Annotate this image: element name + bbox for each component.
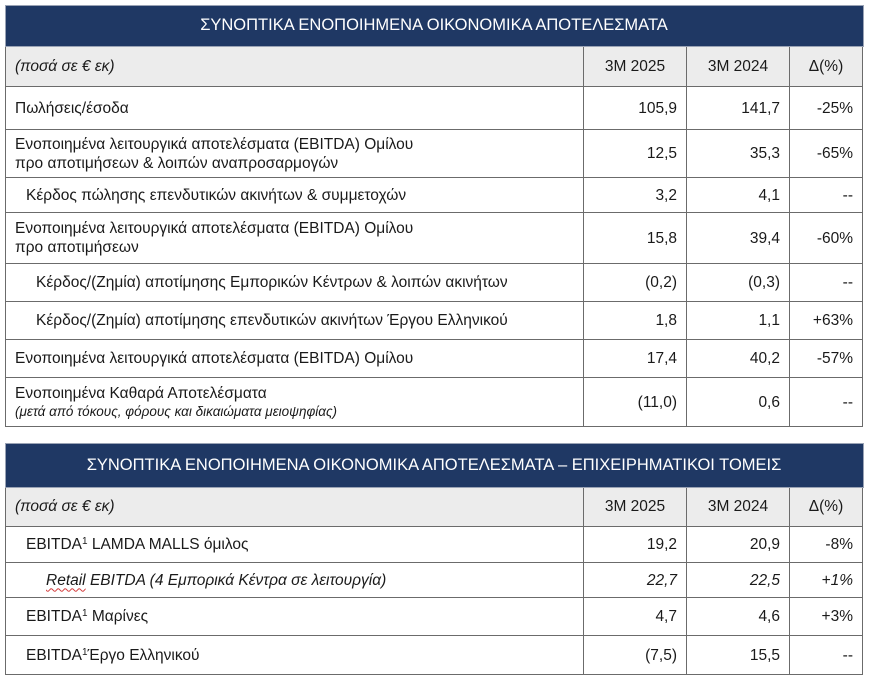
value-2025: 12,5 xyxy=(584,130,687,178)
table-row xyxy=(6,527,863,563)
row-label-line2: (μετά από τόκους, φόρους και δικαιώματα μειοψηφίας) xyxy=(15,404,338,419)
row-label-line2: προ αποτιμήσεων xyxy=(15,239,139,256)
value-2025: 19,2 xyxy=(584,527,687,563)
value-2025: (7,5) xyxy=(584,636,687,675)
row-label-text: Μαρίνες xyxy=(87,608,149,625)
table-row xyxy=(6,636,863,675)
value-2024: 35,3 xyxy=(687,130,790,178)
row-label xyxy=(6,527,584,563)
table-row xyxy=(6,213,863,264)
value-delta: -- xyxy=(790,178,863,213)
value-delta: -57% xyxy=(790,340,863,378)
col-delta: Δ(%) xyxy=(790,487,863,527)
value-2025: 4,7 xyxy=(584,598,687,636)
value-2025: 105,9 xyxy=(584,87,687,130)
col-3m-2024: 3M 2024 xyxy=(687,46,790,87)
table-title: ΣΥΝΟΠΤΙΚΑ ΕΝΟΠΟΙΗΜΕΝΑ ΟΙΚΟΝΟΜΙΚΑ ΑΠΟΤΕΛΕΣΜΑΤΑ – ΕΠΙΧΕΙΡΗΜΑΤΙΚΟΙ ΤΟΜΕΙΣ xyxy=(6,444,863,487)
table-row xyxy=(6,340,863,378)
value-2025: 3,2 xyxy=(584,178,687,213)
value-delta: -65% xyxy=(790,130,863,178)
row-label-text: Έργο Ελληνικού xyxy=(87,646,200,664)
col-3m-2025: 3M 2025 xyxy=(584,46,687,87)
units-label: (ποσά σε € εκ) xyxy=(6,487,584,527)
row-label: Κέρδος/(Ζημία) αποτίμησης Εμπορικών Κέντρων & λοιπών ακινήτων xyxy=(6,264,584,302)
table-row xyxy=(6,563,863,598)
row-label-line2: προ αποτιμήσεων & λοιπών αναπροσαρμογών xyxy=(15,154,339,172)
value-2024: 141,7 xyxy=(687,87,790,130)
value-2024: 15,5 xyxy=(687,636,790,675)
row-label xyxy=(6,130,584,178)
value-delta: -60% xyxy=(790,213,863,264)
value-2024: 22,5 xyxy=(687,563,790,598)
value-2024: 40,2 xyxy=(687,340,790,378)
value-2024: 0,6 xyxy=(687,378,790,427)
row-label-line1: Ενοποιημένα Καθαρά Αποτελέσματα xyxy=(15,385,267,402)
value-2025: (0,2) xyxy=(584,264,687,302)
table-row xyxy=(6,598,863,636)
row-label-line1: Ενοποιημένα λειτουργικά αποτελέσματα (EBITDA) Ομίλου xyxy=(15,135,414,153)
value-delta: -- xyxy=(790,378,863,427)
value-2025: 17,4 xyxy=(584,340,687,378)
table-row xyxy=(6,178,863,213)
row-label: Πωλήσεις/έσοδα xyxy=(6,87,584,130)
summary-results-table xyxy=(5,5,863,427)
value-delta: +63% xyxy=(790,302,863,340)
table-row xyxy=(6,302,863,340)
col-3m-2024: 3M 2024 xyxy=(687,487,790,527)
value-delta: -- xyxy=(790,264,863,302)
row-label xyxy=(6,378,584,427)
value-2025: 15,8 xyxy=(584,213,687,264)
value-delta: -25% xyxy=(790,87,863,130)
table-header-row xyxy=(6,487,863,527)
row-label-text: EBITDA (4 Εμπορικά Κέντρα σε λειτουργία) xyxy=(85,571,387,589)
units-label: (ποσά σε € εκ) xyxy=(6,46,584,87)
value-2024: 39,4 xyxy=(687,213,790,264)
row-label xyxy=(6,563,584,598)
table-row xyxy=(6,130,863,178)
value-2024: 20,9 xyxy=(687,527,790,563)
segments-results-table xyxy=(5,443,863,675)
footnote-mark: 1 xyxy=(81,646,88,658)
value-delta: -- xyxy=(790,636,863,675)
table-row xyxy=(6,87,863,130)
table-title: ΣΥΝΟΠΤΙΚΑ ΕΝΟΠΟΙΗΜΕΝΑ ΟΙΚΟΝΟΜΙΚΑ ΑΠΟΤΕΛΕΣΜΑΤΑ xyxy=(6,6,863,46)
row-label-line1: Ενοποιημένα λειτουργικά αποτελέσματα (EBITDA) Ομίλου xyxy=(15,220,414,237)
footnote-mark: 1 xyxy=(81,536,88,547)
table-header-row xyxy=(6,46,863,87)
row-label: Κέρδος πώλησης επενδυτικών ακινήτων & συμμετοχών xyxy=(6,178,584,213)
row-label: Ενοποιημένα λειτουργικά αποτελέσματα (EBITDA) Ομίλου xyxy=(6,340,584,378)
footnote-mark: 1 xyxy=(81,608,88,619)
value-2025: 1,8 xyxy=(584,302,687,340)
ebitda-prefix: EBITDA xyxy=(26,646,82,664)
value-delta: -8% xyxy=(790,527,863,563)
value-2024: 4,6 xyxy=(687,598,790,636)
value-2024: 1,1 xyxy=(687,302,790,340)
row-label xyxy=(6,213,584,264)
table-row xyxy=(6,264,863,302)
retail-prefix: Retail xyxy=(46,571,86,589)
row-label-text: LAMDA MALLS όμιλος xyxy=(87,536,249,553)
value-2025: 22,7 xyxy=(584,563,687,598)
table-row xyxy=(6,378,863,427)
ebitda-prefix: EBITDA xyxy=(26,608,82,625)
value-2025: (11,0) xyxy=(584,378,687,427)
value-2024: (0,3) xyxy=(687,264,790,302)
col-3m-2025: 3M 2025 xyxy=(584,487,687,527)
row-label: Κέρδος/(Ζημία) αποτίμησης επενδυτικών ακινήτων Έργου Ελληνικού xyxy=(6,302,584,340)
value-delta: +3% xyxy=(790,598,863,636)
row-label xyxy=(6,636,584,675)
row-label xyxy=(6,598,584,636)
value-2024: 4,1 xyxy=(687,178,790,213)
ebitda-prefix: EBITDA xyxy=(26,536,82,553)
col-delta: Δ(%) xyxy=(790,46,863,87)
value-delta: +1% xyxy=(790,563,863,598)
